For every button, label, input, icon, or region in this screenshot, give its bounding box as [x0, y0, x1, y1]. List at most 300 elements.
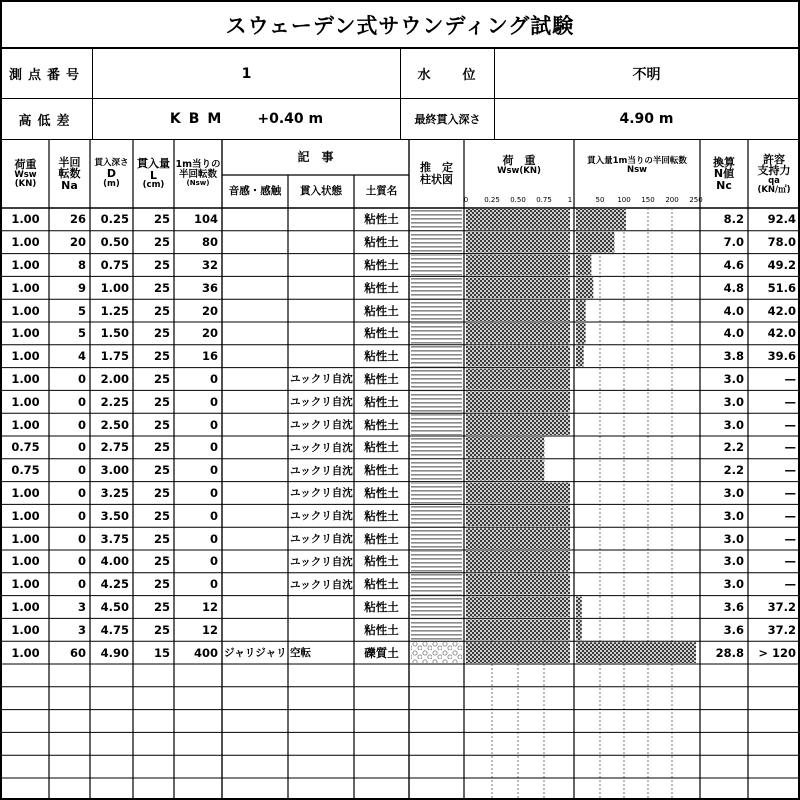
cell-load: 1.00 [11, 645, 40, 660]
cell-qa: — [784, 531, 796, 546]
load-bar [466, 642, 570, 663]
col-nsw-chart-header-line: 貫入量1m当りの半回転数 [587, 155, 687, 166]
cell-soil: 粘性土 [364, 440, 399, 455]
cell-l: 25 [153, 257, 170, 272]
cell-depth: 3.50 [100, 508, 129, 523]
cell-soil: 粘性土 [364, 394, 399, 409]
cell-nsw: 104 [193, 212, 218, 227]
col-remarks-header [222, 140, 409, 175]
cell-load: 1.00 [11, 303, 40, 318]
col-per-m-header [174, 140, 222, 208]
cell-load: 1.00 [11, 577, 40, 592]
cell-soil: 粘性土 [364, 485, 399, 500]
cell-load: 1.00 [11, 417, 40, 432]
cell-na: 26 [69, 212, 86, 227]
sheet-title: スウェーデン式サウンディング試験 [2, 2, 798, 49]
load-bar [466, 597, 570, 618]
cell-l: 25 [153, 508, 170, 523]
cell-sound [222, 436, 288, 459]
cell-soil: 粘性土 [364, 554, 399, 569]
col-soil-header [354, 175, 409, 208]
cell-load: 1.00 [11, 508, 40, 523]
cell-state: ユックリ自沈 [290, 533, 353, 546]
load-bar [466, 323, 570, 344]
col-penetration-header-line: 貫入量 [137, 156, 170, 170]
load-bar [466, 346, 570, 367]
cell-nsw: 20 [201, 303, 218, 318]
cell-soil: 粘性土 [364, 326, 399, 341]
col-state-header [288, 175, 354, 208]
cell-state [288, 208, 354, 231]
load-bar [466, 505, 570, 526]
col-remarks-header-line: 記 事 [297, 150, 334, 165]
cell-nsw: 80 [201, 235, 218, 250]
cell-load: 1.00 [11, 622, 40, 637]
cell-depth: 4.50 [100, 599, 129, 614]
nsw-bar [576, 597, 582, 618]
cell-na: 3 [77, 622, 86, 637]
cell-load: 1.00 [11, 280, 40, 295]
cell-nsw: 0 [209, 577, 218, 592]
cell-depth: 2.00 [100, 371, 129, 386]
cell-state: ユックリ自沈 [290, 373, 353, 386]
cell-qa: 42.0 [767, 326, 796, 341]
cell-sound: ジャリジャリ [224, 647, 287, 660]
cell-na: 3 [77, 599, 86, 614]
cell-l: 25 [153, 212, 170, 227]
cell-depth: 0.50 [100, 235, 129, 250]
nsw-bar [576, 209, 626, 230]
col-depth-header-line: D [106, 167, 117, 181]
cell-qa: — [784, 485, 796, 500]
cell-qa: — [784, 371, 796, 386]
col-qa-header-line: 許容 [763, 152, 785, 166]
cell-load: 1.00 [11, 212, 40, 227]
cell-state [288, 299, 354, 322]
cell-qa: 51.6 [767, 280, 796, 295]
load-bar [466, 300, 570, 321]
cell-qa: — [784, 554, 796, 569]
col-qa-header [748, 140, 800, 208]
soil-column-symbol [411, 505, 462, 526]
cell-sound [222, 299, 288, 322]
nsw-tick-label: 150 [641, 196, 655, 204]
col-soil-header-line: 土質名 [365, 184, 398, 197]
col-nsw-chart-header [574, 140, 700, 191]
soil-column-symbol [411, 551, 462, 572]
cell-load: 1.00 [11, 371, 40, 386]
col-load-chart-header-line: 荷 重 [502, 154, 536, 168]
cell-l: 25 [153, 463, 170, 478]
cell-state [288, 618, 354, 641]
col-sound-header [222, 175, 288, 208]
load-bar [466, 574, 570, 595]
cell-qa: 37.2 [767, 622, 796, 637]
water-level-label: 水 位 [401, 49, 495, 98]
cell-soil: 粘性土 [364, 508, 399, 523]
soil-column-symbol [411, 209, 462, 230]
cell-nsw: 16 [201, 349, 218, 364]
cell-sound [222, 596, 288, 619]
cell-state: ユックリ自沈 [290, 510, 353, 523]
cell-sound [222, 550, 288, 573]
cell-soil: 粘性土 [364, 371, 399, 386]
cell-nsw: 0 [209, 531, 218, 546]
cell-nc: 3.8 [723, 349, 744, 364]
cell-na: 5 [77, 326, 86, 341]
cell-qa: — [784, 577, 796, 592]
cell-qa: > 120 [758, 645, 796, 660]
cell-depth: 2.25 [100, 394, 129, 409]
cell-sound [222, 459, 288, 482]
cell-nc: 7.0 [723, 235, 744, 250]
cell-qa: — [784, 440, 796, 455]
cell-nsw: 36 [201, 280, 218, 295]
cell-soil: 粘性土 [364, 622, 399, 637]
cell-l: 25 [153, 303, 170, 318]
load-bar [466, 277, 570, 298]
cell-nc: 4.0 [723, 326, 744, 341]
cell-nc: 2.2 [723, 463, 744, 478]
cell-nsw: 0 [209, 554, 218, 569]
elevation-ref: KBM [169, 111, 230, 127]
cell-qa: — [784, 417, 796, 432]
col-nsw-chart-header-line: Nsw [626, 164, 648, 175]
cell-nsw: 0 [209, 371, 218, 386]
cell-soil: 粘性土 [364, 577, 399, 592]
cell-nc: 3.0 [723, 371, 744, 386]
point-no-label: 測点番号 [2, 49, 93, 98]
cell-depth: 0.75 [100, 257, 129, 272]
cell-soil: 粘性土 [364, 257, 399, 272]
cell-soil: 礫質土 [364, 645, 399, 660]
load-bar [466, 460, 544, 481]
cell-qa: 42.0 [767, 303, 796, 318]
cell-l: 25 [153, 531, 170, 546]
cell-depth: 4.00 [100, 554, 129, 569]
cell-load: 1.00 [11, 485, 40, 500]
cell-l: 25 [153, 280, 170, 295]
cell-depth: 1.00 [100, 280, 129, 295]
cell-nsw: 12 [201, 599, 218, 614]
nsw-tick-label: 100 [617, 196, 631, 204]
col-qa-header-line: qa [768, 175, 780, 186]
col-per-m-header-line: 1m当りの [175, 159, 221, 171]
cell-l: 25 [153, 440, 170, 455]
cell-l: 25 [153, 577, 170, 592]
nsw-tick-label: 200 [665, 196, 679, 204]
cell-nc: 4.8 [723, 280, 744, 295]
cell-l: 25 [153, 485, 170, 500]
soil-column-symbol [411, 391, 462, 412]
col-depth-header-line: 貫入深さ [94, 158, 129, 169]
load-bar [466, 369, 570, 390]
cell-na: 9 [77, 280, 86, 295]
cell-state: ユックリ自沈 [290, 396, 353, 409]
load-bar [466, 255, 570, 276]
cell-nc: 4.0 [723, 303, 744, 318]
soil-column-symbol [411, 574, 462, 595]
cell-nc: 3.6 [723, 622, 744, 637]
col-load-header [2, 140, 49, 208]
cell-state: ユックリ自沈 [290, 464, 353, 477]
load-bar [466, 528, 570, 549]
load-bar [466, 619, 570, 640]
cell-qa: 49.2 [767, 257, 796, 272]
soil-column-symbol [411, 597, 462, 618]
cell-na: 20 [69, 235, 86, 250]
cell-qa: — [784, 508, 796, 523]
cell-soil: 粘性土 [364, 349, 399, 364]
cell-sound [222, 413, 288, 436]
load-bar [466, 391, 570, 412]
col-state-header-line: 貫入状態 [300, 184, 342, 197]
load-bar [466, 483, 570, 504]
col-load-chart-header-line: Wsw(KN) [497, 165, 541, 176]
cell-sound [222, 368, 288, 391]
soil-column-symbol [411, 255, 462, 276]
cell-depth: 3.00 [100, 463, 129, 478]
cell-na: 0 [77, 554, 86, 569]
cell-l: 25 [153, 371, 170, 386]
cell-state [288, 276, 354, 299]
col-per-m-header-line: 半回転数 [178, 169, 217, 181]
cell-qa: 37.2 [767, 599, 796, 614]
cell-na: 8 [77, 257, 86, 272]
cell-load: 1.00 [11, 554, 40, 569]
cell-sound [222, 482, 288, 505]
col-depth-header-line: (m) [103, 178, 120, 189]
col-half-turns-header [49, 140, 90, 208]
cell-load: 1.00 [11, 531, 40, 546]
cell-depth: 2.75 [100, 440, 129, 455]
cell-state [288, 596, 354, 619]
load-tick-label: 0.50 [510, 196, 526, 204]
cell-depth: 0.25 [100, 212, 129, 227]
cell-soil: 粘性土 [364, 212, 399, 227]
cell-nc: 8.2 [723, 212, 744, 227]
col-penetration-header [133, 140, 174, 208]
cell-l: 15 [153, 645, 170, 660]
cell-nsw: 400 [193, 645, 218, 660]
cell-l: 25 [153, 326, 170, 341]
cell-load: 1.00 [11, 599, 40, 614]
elevation-label: 高低差 [2, 99, 93, 139]
cell-nsw: 0 [209, 394, 218, 409]
cell-na: 0 [77, 577, 86, 592]
col-nc-header-line: N値 [713, 167, 735, 181]
load-bar [466, 551, 570, 572]
col-qa-header-line: 支持力 [757, 164, 791, 178]
cell-na: 0 [77, 463, 86, 478]
nsw-bar [576, 323, 586, 344]
col-load-header-line: (KN) [14, 178, 37, 189]
cell-sound [222, 527, 288, 550]
nsw-bar [576, 232, 614, 253]
cell-na: 0 [77, 485, 86, 500]
cell-nsw: 20 [201, 326, 218, 341]
cell-soil: 粘性土 [364, 463, 399, 478]
cell-sound [222, 573, 288, 596]
soil-column-symbol [411, 437, 462, 458]
cell-load: 1.00 [11, 326, 40, 341]
cell-load: 1.00 [11, 349, 40, 364]
elevation-value: +0.40 m [257, 111, 324, 127]
cell-nsw: 0 [209, 508, 218, 523]
cell-sound [222, 276, 288, 299]
water-level-value: 不明 [632, 66, 661, 83]
col-penetration-header-line: L [149, 168, 157, 182]
cell-state [288, 231, 354, 254]
load-tick-label: 1 [567, 196, 573, 204]
nsw-bar [576, 277, 593, 298]
cell-nsw: 0 [209, 440, 218, 455]
cell-depth: 4.25 [100, 577, 129, 592]
cell-qa: 39.6 [767, 349, 796, 364]
cell-na: 60 [69, 645, 86, 660]
col-depth-header [90, 140, 133, 208]
cell-nc: 28.8 [715, 645, 744, 660]
soil-column-symbol [411, 300, 462, 321]
load-bar [466, 414, 570, 435]
cell-l: 25 [153, 417, 170, 432]
col-nc-header-line: 換算 [713, 155, 735, 169]
load-bar [466, 209, 570, 230]
cell-soil: 粘性土 [364, 531, 399, 546]
soil-column-symbol [411, 369, 462, 390]
cell-nc: 3.0 [723, 417, 744, 432]
cell-load: 1.00 [11, 394, 40, 409]
cell-load: 0.75 [11, 463, 40, 478]
cell-nsw: 0 [209, 463, 218, 478]
cell-depth: 1.50 [100, 326, 129, 341]
cell-l: 25 [153, 599, 170, 614]
cell-nsw: 0 [209, 485, 218, 500]
cell-nc: 3.6 [723, 599, 744, 614]
cell-nc: 4.6 [723, 257, 744, 272]
col-load-header-line: 荷重 [14, 158, 37, 172]
cell-state [288, 254, 354, 277]
cell-qa: — [784, 463, 796, 478]
load-tick-label: 0.25 [484, 196, 500, 204]
soil-column-symbol [411, 619, 462, 640]
cell-state: ユックリ自沈 [290, 578, 353, 591]
cell-l: 25 [153, 554, 170, 569]
soil-column-symbol [411, 642, 462, 663]
col-qa-header-line: (KN/㎡) [757, 184, 791, 195]
cell-sound [222, 345, 288, 368]
cell-nsw: 12 [201, 622, 218, 637]
cell-sound [222, 231, 288, 254]
col-load-header-line: Wsw [14, 169, 37, 180]
cell-state: ユックリ自沈 [290, 419, 353, 432]
cell-nsw: 0 [209, 417, 218, 432]
cell-na: 0 [77, 508, 86, 523]
col-sound-header-line: 音感・感触 [228, 184, 282, 197]
point-no-value: 1 [93, 49, 401, 98]
cell-depth: 1.25 [100, 303, 129, 318]
cell-state: ユックリ自沈 [290, 555, 353, 568]
cell-sound [222, 322, 288, 345]
cell-l: 25 [153, 349, 170, 364]
soil-column-symbol [411, 414, 462, 435]
col-half-turns-header-line: Na [61, 178, 78, 192]
cell-na: 0 [77, 531, 86, 546]
cell-nc: 3.0 [723, 508, 744, 523]
cell-load: 1.00 [11, 257, 40, 272]
cell-depth: 4.90 [100, 645, 129, 660]
soil-column-symbol [411, 483, 462, 504]
soil-column-symbol [411, 323, 462, 344]
cell-nc: 3.0 [723, 577, 744, 592]
cell-na: 0 [77, 371, 86, 386]
final-depth-value: 4.90 m [619, 111, 674, 127]
cell-soil: 粘性土 [364, 235, 399, 250]
cell-na: 0 [77, 394, 86, 409]
cell-sound [222, 618, 288, 641]
cell-state [288, 345, 354, 368]
cell-depth: 4.75 [100, 622, 129, 637]
col-symbol-header-line: 柱状図 [420, 173, 453, 186]
cell-sound [222, 254, 288, 277]
cell-state [288, 322, 354, 345]
cell-na: 5 [77, 303, 86, 318]
cell-nc: 3.0 [723, 531, 744, 546]
cell-qa: 78.0 [767, 235, 796, 250]
col-penetration-header-line: (cm) [142, 180, 165, 191]
cell-l: 25 [153, 622, 170, 637]
soil-column-symbol [411, 528, 462, 549]
load-tick-label: 0 [463, 196, 469, 204]
cell-nc: 2.2 [723, 440, 744, 455]
cell-na: 0 [77, 417, 86, 432]
col-half-turns-header-line: 転数 [58, 167, 81, 181]
cell-soil: 粘性土 [364, 280, 399, 295]
col-nc-header-line: Nc [716, 178, 732, 192]
nsw-bar [576, 642, 696, 663]
final-depth-label: 最終貫入深さ [401, 99, 495, 139]
cell-na: 4 [77, 349, 86, 364]
cell-depth: 2.50 [100, 417, 129, 432]
soil-column-symbol [411, 460, 462, 481]
col-symbol-header-line: 推 定 [420, 161, 453, 175]
cell-nc: 3.0 [723, 485, 744, 500]
cell-qa: — [784, 394, 796, 409]
cell-sound [222, 208, 288, 231]
col-symbol-header [409, 140, 464, 208]
cell-qa: 92.4 [767, 212, 796, 227]
cell-sound [222, 504, 288, 527]
load-tick-label: 0.75 [536, 196, 552, 204]
cell-soil: 粘性土 [364, 417, 399, 432]
soil-column-symbol [411, 346, 462, 367]
cell-depth: 3.75 [100, 531, 129, 546]
nsw-bar [576, 255, 591, 276]
col-load-chart-header [464, 140, 574, 191]
cell-na: 0 [77, 440, 86, 455]
cell-l: 25 [153, 394, 170, 409]
load-bar [466, 437, 544, 458]
cell-state: ユックリ自沈 [290, 487, 353, 500]
cell-depth: 3.25 [100, 485, 129, 500]
nsw-bar [576, 346, 584, 367]
soil-column-symbol [411, 232, 462, 253]
cell-nc: 3.0 [723, 554, 744, 569]
soil-column-symbol [411, 277, 462, 298]
col-half-turns-header-line: 半回 [58, 155, 81, 169]
load-bar [466, 232, 570, 253]
nsw-tick-label: 250 [689, 196, 703, 204]
